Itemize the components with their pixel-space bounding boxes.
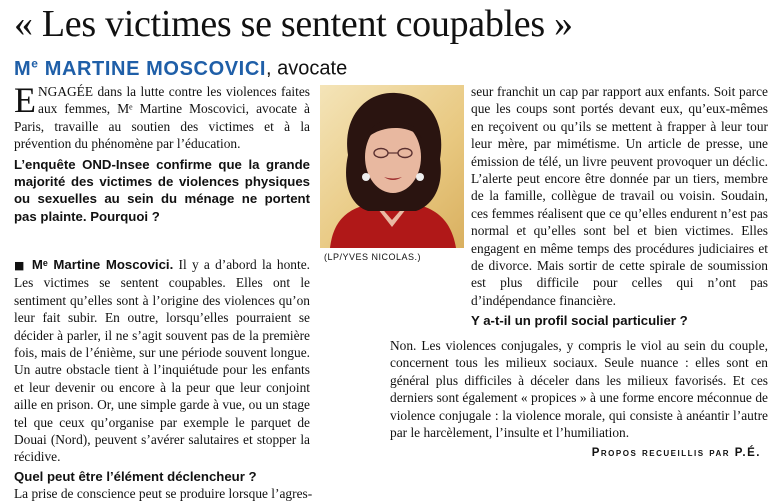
interviewee-name: Me MARTINE MOSCOVICI: [14, 56, 267, 80]
drop-cap: E: [14, 80, 36, 120]
intro-text: dans la lutte contre les violences faites aux femmes, Mᵉ Martine Moscovici, avocate à Paris, travaille au soutien des victimes et à la prévention du phénomène par l’éducation.: [14, 84, 310, 152]
column-right-top: [471, 83, 768, 330]
portrait-photo: [320, 85, 464, 248]
interviewee-role: , avocate: [266, 57, 348, 80]
column-left-top: [14, 80, 310, 225]
interview-credit: Propos recueillis par P.É.: [591, 447, 761, 459]
question-2: Quel peut être l’élément déclencheur ?: [14, 468, 257, 484]
question-3: Y a-t-il un profil social particulier ?: [471, 313, 688, 329]
subtitle: [14, 50, 347, 82]
answer-1: [14, 256, 310, 466]
answer-2-start: La prise de conscience peut se produire lorsque l’agres-: [14, 486, 313, 502]
column-right-bottom: [390, 337, 768, 441]
question-1: L’enquête OND-Insee confirme que la grande majorité des victimes de violences physiques ou sexuelles au sein du ménage ne portent pas plainte. Pourquoi ?: [14, 156, 310, 224]
intro-smallcaps: NGAGÉE: [38, 84, 94, 99]
headline: « Les victimes se sentent coupables »: [14, 3, 573, 45]
portrait-illustration: [320, 85, 464, 248]
answer-1-text: Il y a d’abord la honte. Les victimes se sentent coupables. Elles ont le sentiment qu’elles sont à l’origine des violences qu’on leur fait subir. En outre, lorsqu’elles pourraient se décider à parler, il ne s’agit souvent pas de la première fois, mais de l’énième, sur une période souvent longue. Un autre obstacle tient à l’inquiétude pour les enfants et leur devenir ou encore à la peur que leur conjoint aille en prison. Or, une simple garde à vue, ou un stage tel que ceux qu’organise par exemple le parquet de Douai (Nord), peuvent s’avérer salutaires et stopper la récidive.: [14, 257, 310, 465]
intro-paragraph: [14, 80, 310, 153]
bullet-square-icon: ■: [14, 259, 27, 272]
photo-caption: (LP/YVES NICOLAS.): [324, 252, 422, 262]
answer-2-continued: seur franchit un cap par rapport aux enfants. Soit parce que les coups sont portés devant eux, qu’eux-mêmes en reçoivent ou qu’ils se mettent à frapper à leur tour leur mère, par mimétisme. Un article de presse, une émission de télé, un livre peuvent provoquer un déclic. L’alerte peut encore être donnée par un tiers, membre de la famille, collègue de travail ou voisin. Soudain, ces femmes réalisent que ce qu’elles endurent n’est pas normal et qu’elles sont bel et bien victimes. Elles engagent en même temps des procédures judiciaires et de divorce. Mais sortir de cette spirale de soumission est plus difficile pour celles qui n’ont pas d’indépendance financière.: [471, 84, 768, 308]
answer-1-speaker: Mᵉ Martine Moscovici.: [26, 257, 174, 272]
answer-3: Non. Les violences conjugales, y compris le viol au sein du couple, concernent tous les milieux sociaux. Seule nuance : elles sont en général plus difficiles à déceler dans les milieux favorisés. Et ces derniers sont également « propices » à une forme encore méconnue de violence conjugale : la violence morale, qui consiste à anéantir l’autre par le harcèlement, l’insulte et l’humiliation.: [390, 338, 768, 441]
